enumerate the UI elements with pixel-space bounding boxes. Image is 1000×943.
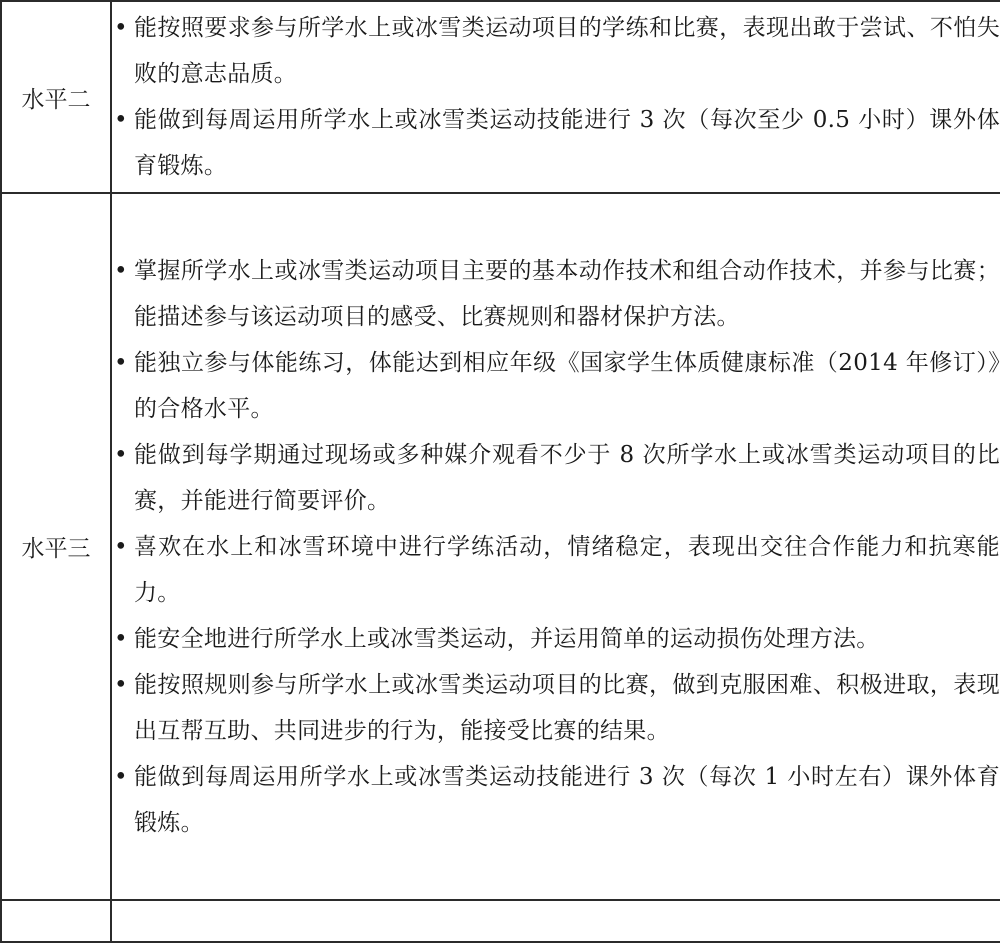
list-item: [112, 662, 1000, 754]
level-content-next: [111, 900, 1000, 942]
requirement-text: 能按照要求参与所学水上或冰雪类运动项目的学练和比赛，表现出敢于尝试、不怕失败的意志品质。: [134, 15, 1000, 87]
list-item: [112, 340, 1000, 432]
list-item: [112, 616, 1000, 662]
requirement-text: 能做到每周运用所学水上或冰雪类运动技能进行 3 次（每次 1 小时左右）课外体育锻炼。: [134, 763, 1000, 836]
bullet-icon: •: [114, 15, 128, 41]
bullet-icon: •: [114, 349, 128, 376]
list-item: [112, 248, 1000, 340]
requirement-text: 喜欢在水上和冰雪环境中进行学练活动，情绪稳定，表现出交往合作能力和抗寒能力。: [134, 533, 1000, 606]
level-content-2: [111, 1, 1000, 193]
list-item: [112, 524, 1000, 616]
list-item: [112, 97, 1000, 189]
requirement-text: 能独立参与体能练习，体能达到相应年级《国家学生体质健康标准（2014 年修订）》的合格水平。: [134, 349, 1000, 422]
requirement-text: 能按照规则参与所学水上或冰雪类运动项目的比赛，做到克服困难、积极进取，表现出互帮互助、共同进步的行为，能接受比赛的结果。: [134, 671, 1000, 744]
bullet-icon: •: [114, 107, 128, 133]
level-content-3: [111, 193, 1000, 900]
requirement-text: 能做到每学期通过现场或多种媒介观看不少于 8 次所学水上或冰雪类运动项目的比赛，并能进行简要评价。: [134, 441, 1000, 514]
bullet-icon: •: [114, 671, 128, 698]
requirement-text: 能安全地进行所学水上或冰雪类运动，并运用简单的运动损伤处理方法。: [134, 625, 880, 652]
bullet-icon: •: [114, 625, 128, 652]
table-row-continuation: [1, 900, 1000, 942]
table-row-level-3: [1, 193, 1000, 900]
list-item: [112, 5, 1000, 97]
bullet-icon: •: [114, 441, 128, 468]
level-label-3: 水平三: [1, 193, 111, 900]
requirement-list-level-2: [112, 5, 1000, 189]
level-label-next: [1, 900, 111, 942]
requirement-list-level-3: [112, 248, 1000, 846]
bullet-icon: •: [114, 533, 128, 560]
bullet-icon: •: [114, 763, 128, 790]
table-row-level-2: [1, 1, 1000, 193]
level-label-2: 水平二: [1, 1, 111, 193]
requirement-text: 能做到每周运用所学水上或冰雪类运动技能进行 3 次（每次至少 0.5 小时）课外体育锻炼。: [134, 107, 1000, 179]
bullet-icon: •: [114, 257, 128, 284]
list-item: [112, 432, 1000, 524]
requirement-text: 掌握所学水上或冰雪类运动项目主要的基本动作技术和组合动作技术，并参与比赛；能描述参与该运动项目的感受、比赛规则和器材保护方法。: [134, 257, 1000, 330]
list-item: [112, 754, 1000, 846]
